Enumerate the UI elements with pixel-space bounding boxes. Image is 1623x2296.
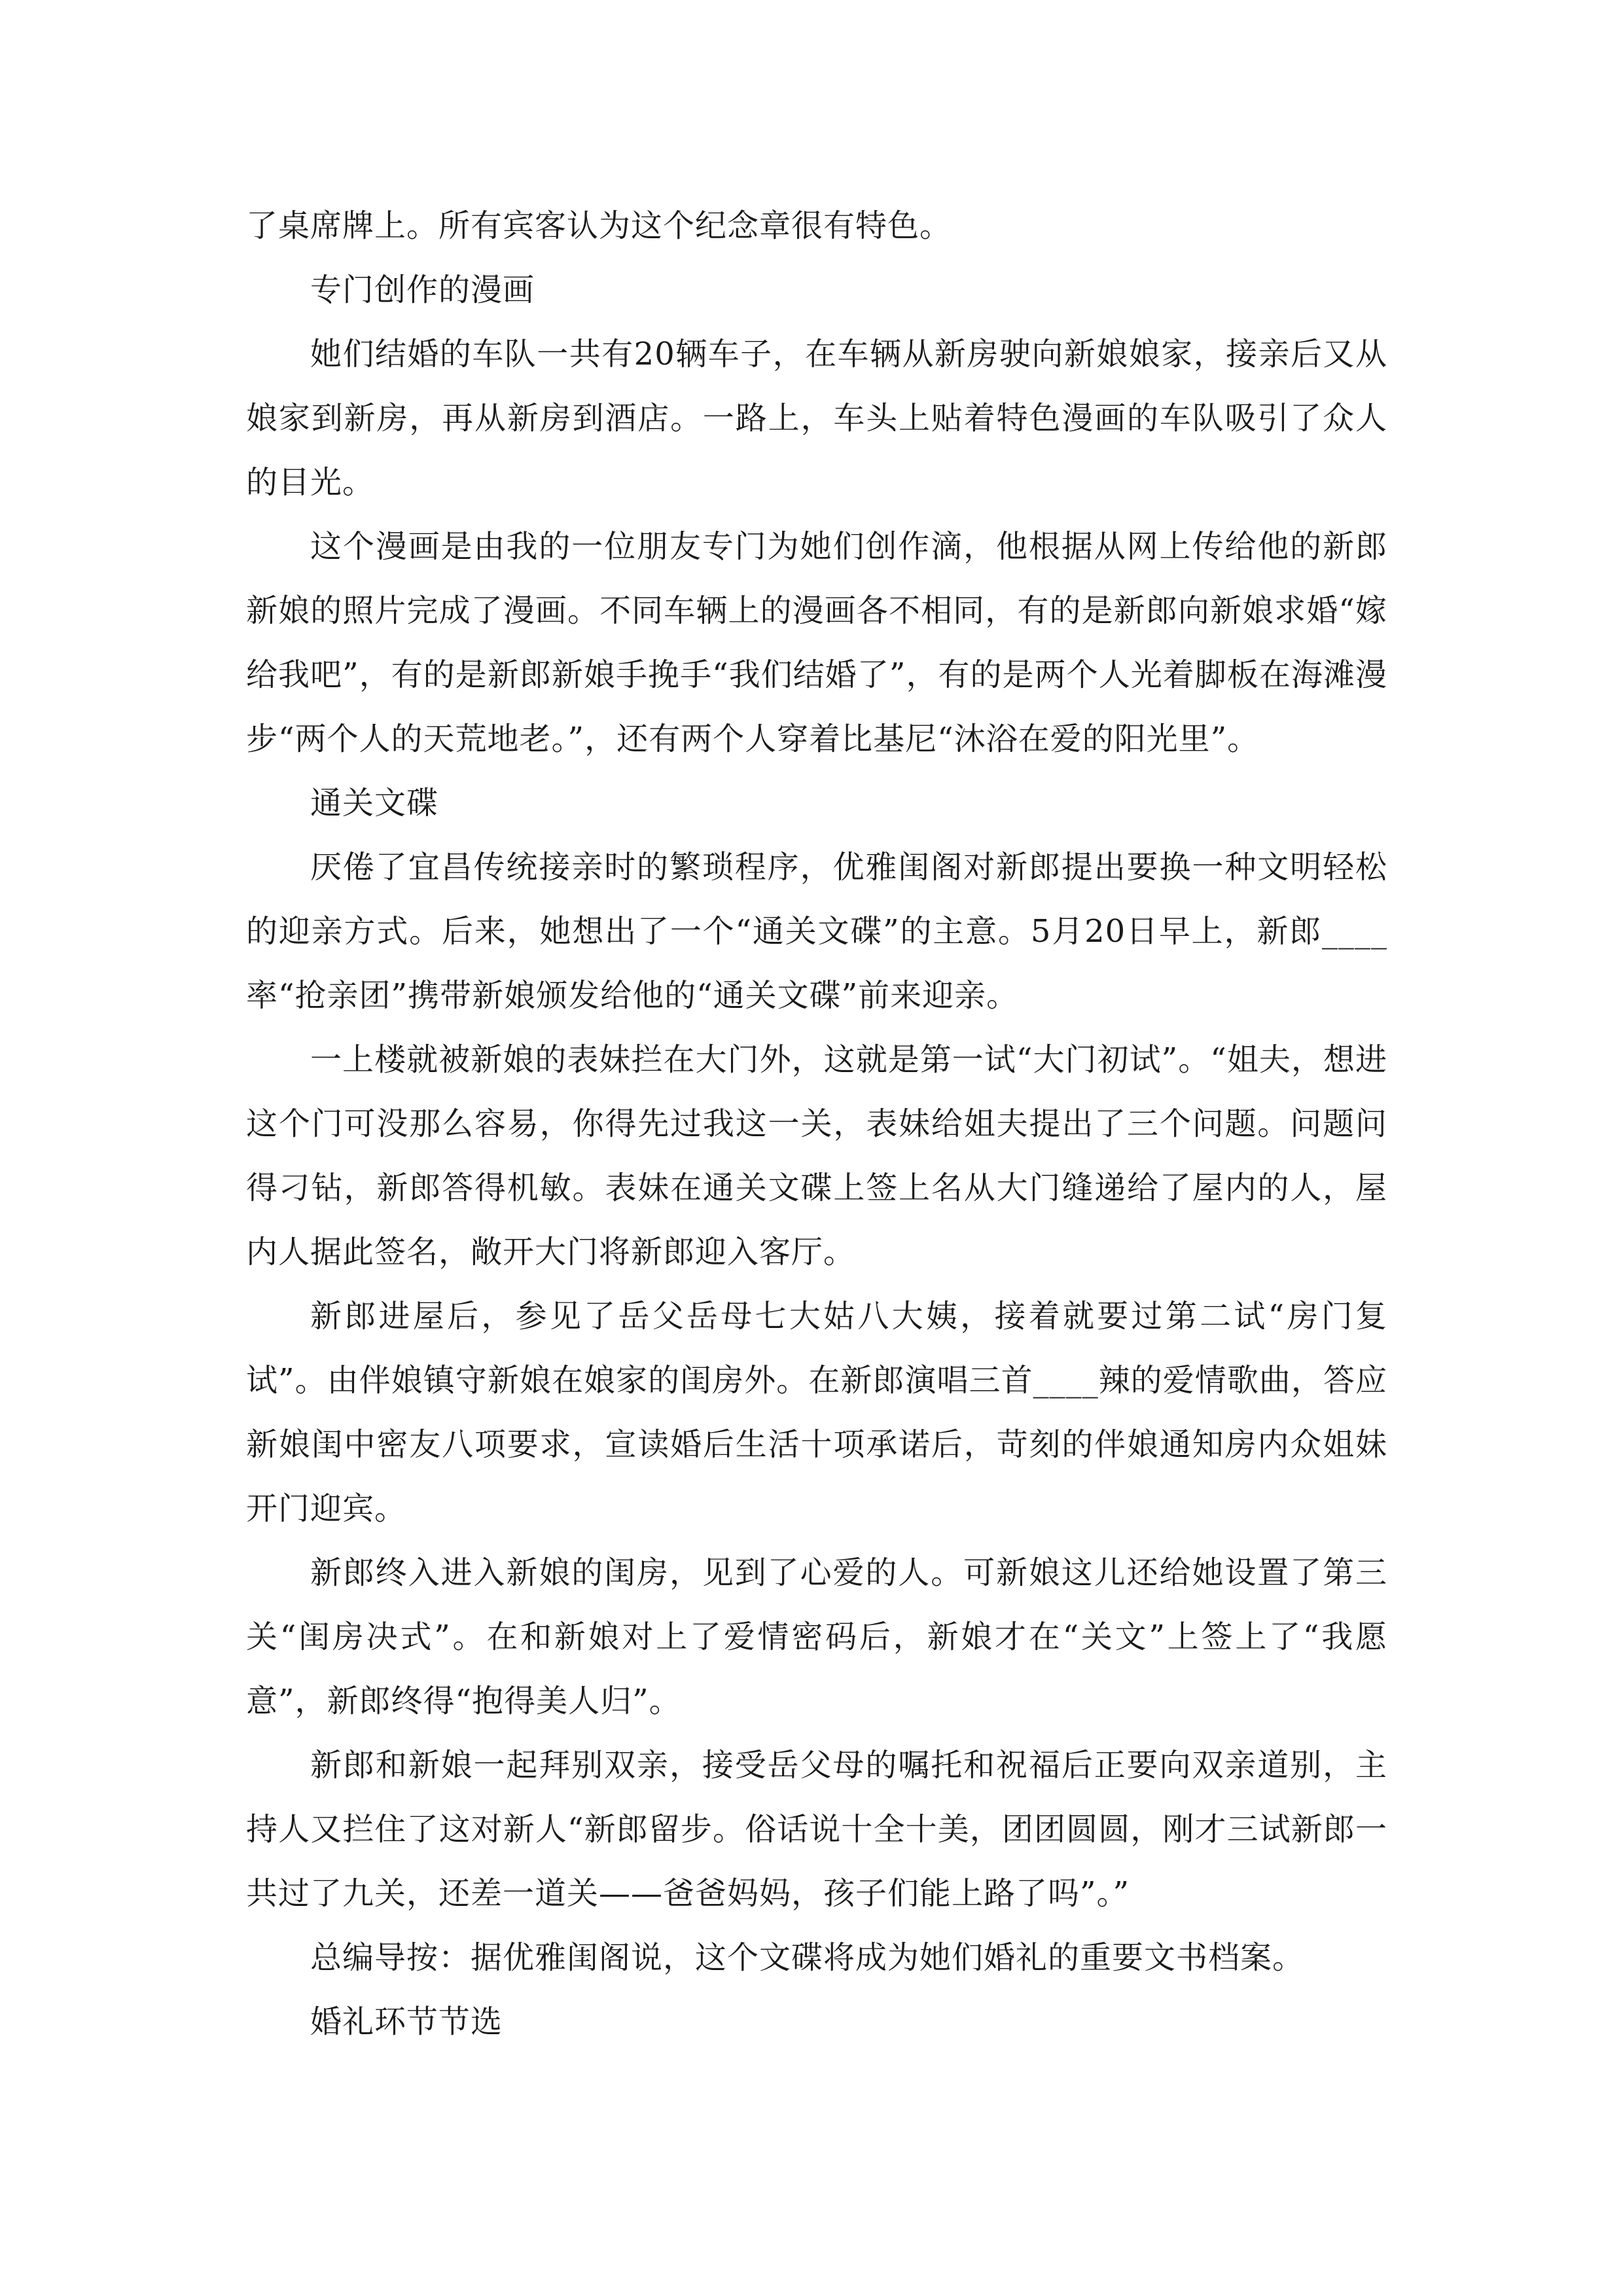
document-body — [246, 194, 1387, 2054]
paragraph-cartoon-details: 这个漫画是由我的一位朋友专门为她们创作滴，他根据从网上传给他的新郎新娘的照片完成了漫画。不同车辆上的漫画各不相同，有的是新郎向新娘求婚“嫁给我吧”，有的是新郎新娘手挽手“我们结婚了”，有的是两个人光着脚板在海滩漫步“两个人的天荒地老。”，还有两个人穿着比基尼“沐浴在爱的阳光里”。 — [246, 528, 1387, 757]
paragraph-motorcade: 她们结婚的车队一共有20辆车子，在车辆从新房驶向新娘娘家，接亲后又从娘家到新房，再从新房到酒店。一路上，车头上贴着特色漫画的车队吸引了众人的目光。 — [246, 336, 1387, 501]
section-heading-pass-document: 通关文碟 — [310, 785, 439, 821]
section-heading-wedding-highlights: 婚礼环节节选 — [310, 2003, 503, 2040]
section-heading-cartoon: 专门创作的漫画 — [310, 272, 535, 308]
paragraph-first-test: 一上楼就被新娘的表妹拦在大门外，这就是第一试“大门初试”。“姐夫，想进这个门可没那么容易，你得先过我这一关，表妹给姐夫提出了三个问题。问题问得刁钻，新郎答得机敏。表妹在通关文碟上签上名从大门缝递给了屋内的人，屋内人据此签名，敞开大门将新郎迎入客厅。 — [246, 1041, 1387, 1270]
paragraph-editor-note: 总编导按：据优雅闺阁说，这个文碟将成为她们婚礼的重要文书档案。 — [310, 1939, 1305, 1976]
paragraph-second-test: 新郎进屋后，参见了岳父岳母七大姑八大姨，接着就要过第二试“房门复试”。由伴娘镇守新娘在娘家的闺房外。在新郎演唱三首____辣的爱情歌曲，答应新娘闺中密友八项要求，宣读婚后生活十项承诺后，苛刻的伴娘通知房内众姐妹开门迎宾。 — [246, 1298, 1387, 1527]
paragraph-pass-idea: 厌倦了宜昌传统接亲时的繁琐程序，优雅闺阁对新郎提出要换一种文明轻松的迎亲方式。后来，她想出了一个“通关文碟”的主意。5月20日早上，新郎____率“抢亲团”携带新娘颁发给他的“通关文碟”前来迎亲。 — [246, 849, 1387, 1014]
paragraph-farewell: 新郎和新娘一起拜别双亲，接受岳父母的嘱托和祝福后正要向双亲道别，主持人又拦住了这对新人“新郎留步。俗话说十全十美，团团圆圆，刚才三试新郎一共过了九关，还差一道关——爸爸妈妈，孩子们能上路了吗”。” — [246, 1747, 1387, 1912]
paragraph-third-test: 新郎终入进入新娘的闺房，见到了心爱的人。可新娘这儿还给她设置了第三关“闺房决式”。在和新娘对上了爱情密码后，新娘才在“关文”上签上了“我愿意”，新郎终得“抱得美人归”。 — [246, 1554, 1387, 1719]
paragraph-continuation: 了桌席牌上。所有宾客认为这个纪念章很有特色。 — [246, 207, 952, 244]
